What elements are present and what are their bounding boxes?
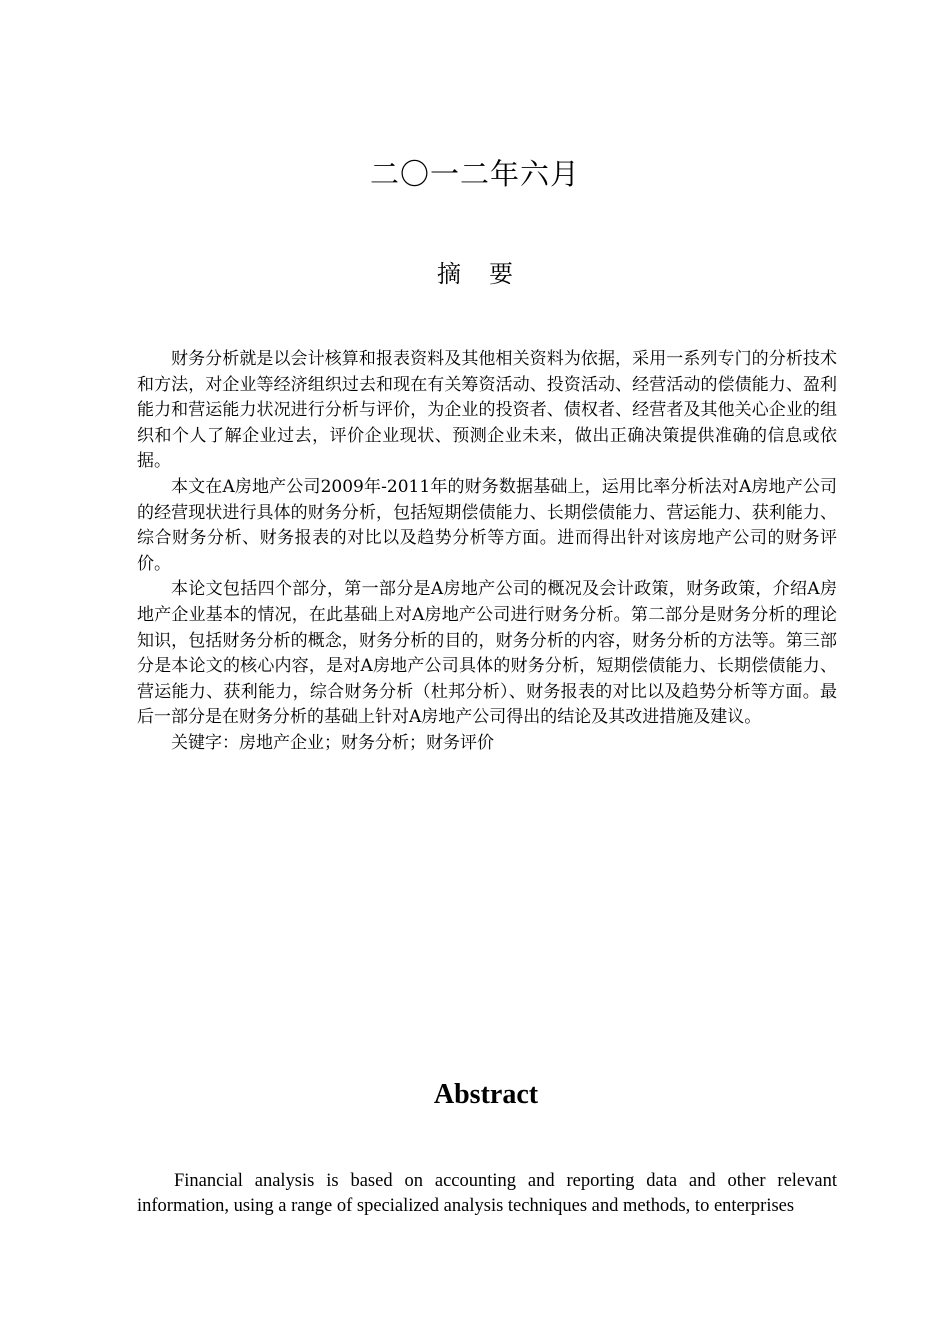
abstract-cn-keywords: 关键字：房地产企业；财务分析；财务评价 [171, 732, 494, 753]
abstract-cn-paragraph-3: 本论文包括四个部分，第一部分是A房地产公司的概况及会计政策，财务政策，介绍A房地产企业基本的情况，在此基础上对A房地产公司进行财务分析。第二部分是财务分析的理论知识，包括财务分析的概念，财务分析的目的，财务分析的内容，财务分析的方法等。第三部分是本论文的核心内容，是对A房地产公司具体的财务分析，短期偿债能力、长期偿债能力、营运能力、获利能力，综合财务分析（杜邦分析）、财务报表的对比以及趋势分析等方面。最后一部分是在财务分析的基础上针对A房地产公司得出的结论及其改进措施及建议。 [137, 579, 837, 728]
abstract-en-paragraph-1: Financial analysis is based on accounting and reporting data and other relevant information, using a range of specialized analysis techniques and methods, to enterprises [137, 1171, 837, 1216]
abstract-cn-paragraph-1: 财务分析就是以会计核算和报表资料及其他相关资料为依据，采用一系列专门的分析技术和方法，对企业等经济组织过去和现在有关筹资活动、投资活动、经营活动的偿债能力、盈利能力和营运能力状况进行分析与评价，为企业的投资者、债权者、经营者及其他关心企业的组织和个人了解企业过去，评价企业现状、预测企业未来，做出正确决策提供准确的信息或依据。 [137, 349, 837, 472]
abstract-cn-heading-char-2: 要 [489, 260, 513, 288]
abstract-cn-heading-char-1: 摘 [437, 260, 461, 288]
abstract-en-body [137, 1169, 837, 1219]
abstract-cn-body [137, 347, 837, 757]
abstract-en-heading: Abstract [433, 1079, 539, 1110]
thesis-date: 二〇一二年六月 [369, 157, 580, 191]
abstract-cn-heading [0, 256, 950, 292]
abstract-cn-paragraph-2: 本文在A房地产公司2009年-2011年的财务数据基础上，运用比率分析法对A房地产公司的经营现状进行具体的财务分析，包括短期偿债能力、长期偿债能力、营运能力、获利能力、综合财务分析、财务报表的对比以及趋势分析等方面。进而得出针对该房地产公司的财务评价。 [137, 476, 837, 574]
